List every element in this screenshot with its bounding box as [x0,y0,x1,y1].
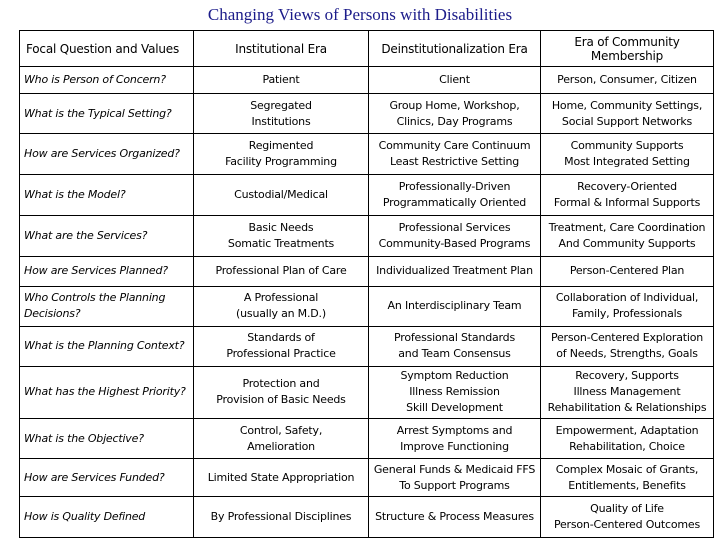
cell-line: Professional Standards [394,331,515,345]
cell-line: General Funds & Medicaid FFS [373,462,536,476]
cell-line: Protection and [242,377,320,391]
cell-line: Illness Remission [409,385,500,399]
cell-line: Professional Practice [226,347,336,361]
community-cell [541,134,714,175]
cell-line: Control, Safety, [239,423,323,437]
cell-line: Illness Management [573,385,681,399]
cell-line: Amelioration [247,439,315,453]
page-title: Changing Views of Persons with Disabilities [207,5,513,24]
cell-line: An Interdisciplinary Team [387,299,522,313]
cell-line: (usually an M.D.) [236,307,326,321]
community-cell [541,326,714,366]
table-row [20,419,714,459]
institutional-cell [194,459,369,497]
focal-question-cell: What is the Planning Context? [20,326,194,366]
focal-question-cell: What is the Objective? [20,419,194,459]
cell-line: Structure & Process Measures [375,509,534,523]
cell-line: Programmatically Oriented [382,196,527,210]
cell-line: Community Care Continuum [378,139,531,153]
cell-line: Person-Centered Exploration [550,331,704,345]
cell-line: Institutions [251,114,311,128]
community-cell [541,459,714,497]
table-row [20,67,714,94]
community-cell [541,67,714,94]
deinstitutionalization-cell [369,134,541,175]
cell-line: Entitlements, Benefits [568,478,686,492]
cell-line: Segregated [250,98,312,112]
focal-question-cell: Who Controls the Planning Decisions? [20,286,194,326]
cell-line: Recovery-Oriented [577,180,677,194]
cell-line: Formal & Informal Supports [553,196,701,210]
header-community-membership-era: Era of Community Membership [541,31,714,67]
header-row [20,31,714,67]
cell-line: and Team Consensus [398,347,511,361]
deinstitutionalization-cell [369,419,541,459]
deinstitutionalization-cell [369,175,541,216]
cell-line: Standards of [247,331,315,345]
cell-line: Social Support Networks [561,114,693,128]
cell-line: Custodial/Medical [234,188,328,202]
cell-line: By Professional Disciplines [210,509,352,523]
table-row [20,326,714,366]
cell-line: Family, Professionals [571,307,683,321]
focal-question-cell: How is Quality Defined [20,496,194,537]
deinstitutionalization-cell [369,67,541,94]
table-row [20,459,714,497]
community-cell [541,286,714,326]
deinstitutionalization-cell [369,257,541,286]
deinstitutionalization-cell [369,459,541,497]
deinstitutionalization-cell [369,216,541,257]
community-cell [541,94,714,134]
community-cell [541,419,714,459]
cell-line: Limited State Appropriation [207,470,355,484]
cell-line: To Support Programs [399,478,510,492]
cell-line: A Professional [243,291,319,305]
cell-line: Professionally-Driven [398,180,511,194]
cell-line: Arrest Symptoms and [396,423,513,437]
cell-line: Individualized Treatment Plan [376,264,533,278]
cell-line: Least Restrictive Setting [389,155,520,169]
institutional-cell [194,175,369,216]
cell-line: Community-Based Programs [378,237,531,251]
comparison-table [19,30,714,538]
cell-line: Skill Development [406,401,503,415]
cell-line: of Needs, Strengths, Goals [556,347,698,361]
cell-line: Rehabilitation, Choice [569,439,685,453]
institutional-cell [194,326,369,366]
header-deinstitutionalization-era: Deinstitutionalization Era [369,31,541,67]
table-row [20,286,714,326]
institutional-cell [194,94,369,134]
cell-line: Person-Centered Outcomes [553,517,701,531]
cell-line: Professional Services [398,221,511,235]
table-row [20,134,714,175]
table-body [20,67,714,538]
cell-line: Recovery, Supports [575,369,679,383]
institutional-cell [194,419,369,459]
cell-line: Regimented [248,139,314,153]
cell-line: Improve Functioning [400,439,509,453]
institutional-cell [194,286,369,326]
community-cell [541,216,714,257]
cell-line: Quality of Life [590,501,664,515]
cell-line: Treatment, Care Coordination [548,221,706,235]
deinstitutionalization-cell [369,326,541,366]
focal-question-cell: What is the Typical Setting? [20,94,194,134]
community-cell [541,366,714,419]
header-institutional-era: Institutional Era [194,31,369,67]
focal-question-cell: What is the Model? [20,175,194,216]
institutional-cell [194,496,369,537]
focal-question-cell: How are Services Organized? [20,134,194,175]
deinstitutionalization-cell [369,366,541,419]
cell-line: Provision of Basic Needs [216,393,346,407]
focal-question-cell: What has the Highest Priority? [20,366,194,419]
community-cell [541,257,714,286]
cell-line: And Community Supports [558,237,696,251]
cell-line: Person-Centered Plan [569,264,685,278]
table-row [20,257,714,286]
deinstitutionalization-cell [369,286,541,326]
community-cell [541,496,714,537]
institutional-cell [194,257,369,286]
cell-line: Clinics, Day Programs [396,114,513,128]
cell-line: Client [439,73,470,87]
cell-line: Most Integrated Setting [564,155,690,169]
focal-question-cell: What are the Services? [20,216,194,257]
table-row [20,175,714,216]
deinstitutionalization-cell [369,94,541,134]
deinstitutionalization-cell [369,496,541,537]
table-row [20,94,714,134]
cell-line: Group Home, Workshop, [389,98,520,112]
focal-question-cell: How are Services Planned? [20,257,194,286]
cell-line: Facility Programming [225,155,337,169]
focal-question-cell: Who is Person of Concern? [20,67,194,94]
institutional-cell [194,134,369,175]
cell-line: Empowerment, Adaptation [555,423,699,437]
cell-line: Patient [262,73,300,87]
cell-line: Professional Plan of Care [215,264,347,278]
cell-line: Collaboration of Individual, [555,291,699,305]
cell-line: Community Supports [570,139,684,153]
cell-line: Rehabilitation & Relationships [547,401,707,415]
cell-line: Complex Mosaic of Grants, [555,462,699,476]
table-row [20,496,714,537]
header-focal-question: Focal Question and Values [20,31,194,67]
institutional-cell [194,366,369,419]
table-row [20,216,714,257]
community-cell [541,175,714,216]
institutional-cell [194,67,369,94]
institutional-cell [194,216,369,257]
cell-line: Somatic Treatments [227,237,335,251]
cell-line: Person, Consumer, Citizen [557,73,697,87]
cell-line: Basic Needs [248,221,314,235]
focal-question-cell: How are Services Funded? [20,459,194,497]
cell-line: Symptom Reduction [400,369,509,383]
cell-line: Home, Community Settings, [551,98,703,112]
table-row [20,366,714,419]
